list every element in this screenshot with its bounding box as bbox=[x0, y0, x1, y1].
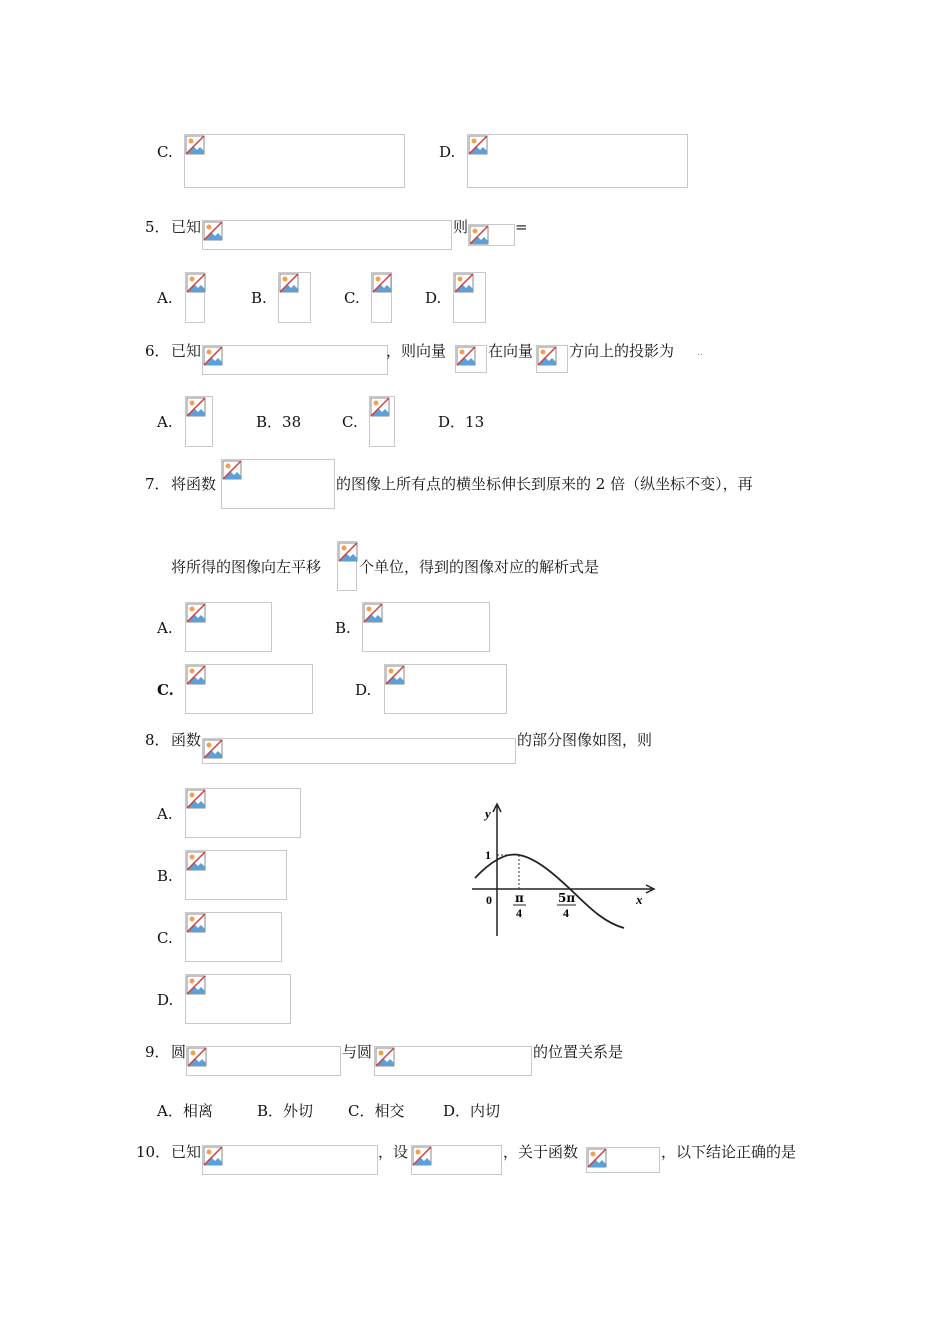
broken-image-icon bbox=[469, 225, 489, 245]
broken-image-icon bbox=[186, 273, 206, 293]
formula-image bbox=[185, 396, 213, 447]
broken-image-icon bbox=[412, 1146, 432, 1166]
option-c-label: C. bbox=[157, 929, 173, 947]
question-text: 在向量 bbox=[488, 342, 534, 360]
y-tick-one: 1 bbox=[485, 848, 491, 862]
question-text: 已知 bbox=[171, 342, 202, 360]
option-c-label: C. bbox=[344, 289, 360, 307]
question-text: ，则向量 bbox=[386, 342, 447, 360]
x-axis-label: x bbox=[636, 892, 643, 907]
question-text: 圆 bbox=[171, 1043, 187, 1061]
formula-image bbox=[468, 224, 515, 246]
y-axis-label: y bbox=[485, 806, 491, 821]
formula-image bbox=[185, 788, 301, 838]
formula-image bbox=[184, 134, 405, 188]
formula-image bbox=[221, 459, 335, 509]
broken-image-icon bbox=[587, 1148, 607, 1168]
question-text: 方向上的投影为 bbox=[569, 342, 675, 360]
tick-5pi-over-4-numerator: 5π bbox=[558, 891, 576, 905]
option-c-label: C. bbox=[342, 413, 358, 431]
formula-image bbox=[185, 272, 205, 323]
question-text: 与圆 bbox=[342, 1043, 373, 1061]
option-b: B．38 bbox=[256, 413, 302, 431]
formula-image bbox=[374, 1046, 532, 1076]
answer-blank: .. bbox=[697, 348, 703, 358]
question-text: 将所得的图像向左平移 bbox=[171, 558, 322, 576]
formula-image bbox=[186, 1046, 341, 1076]
broken-image-icon bbox=[186, 851, 206, 871]
formula-image bbox=[536, 345, 568, 373]
option-d: D．13 bbox=[438, 413, 485, 431]
question-number: 7． bbox=[145, 475, 170, 493]
question-text: 的位置关系是 bbox=[533, 1043, 624, 1061]
option-b: B．外切 bbox=[257, 1102, 314, 1120]
question-number: 8． bbox=[145, 731, 170, 749]
broken-image-icon bbox=[338, 542, 358, 562]
formula-image bbox=[453, 272, 486, 323]
option-c-label: C. bbox=[157, 143, 173, 161]
question-text: 的图像上所有点的横坐标伸长到原来的 2 倍（纵坐标不变），再 bbox=[336, 475, 753, 493]
tick-5pi-over-4-denominator: 4 bbox=[563, 906, 569, 920]
option-d-label: D. bbox=[355, 681, 372, 699]
broken-image-icon bbox=[456, 346, 476, 366]
broken-image-icon bbox=[203, 221, 223, 241]
broken-image-icon bbox=[363, 603, 383, 623]
option-b-label: B. bbox=[335, 619, 351, 637]
broken-image-icon bbox=[187, 1047, 207, 1067]
formula-image bbox=[185, 664, 313, 714]
broken-image-icon bbox=[468, 135, 488, 155]
question-text: 已知 bbox=[171, 1143, 202, 1161]
broken-image-icon bbox=[186, 789, 206, 809]
broken-image-icon bbox=[186, 913, 206, 933]
option-d-label: D. bbox=[157, 991, 174, 1009]
broken-image-icon bbox=[222, 460, 242, 480]
broken-image-icon bbox=[186, 603, 206, 623]
formula-image bbox=[455, 345, 487, 373]
formula-image bbox=[369, 396, 395, 447]
broken-image-icon bbox=[203, 739, 223, 759]
option-d-label: D. bbox=[425, 289, 442, 307]
option-a: A．相离 bbox=[157, 1102, 213, 1120]
option-c: C．相交 bbox=[348, 1102, 405, 1120]
tick-pi-over-4-numerator: π bbox=[515, 891, 524, 905]
broken-image-icon bbox=[375, 1047, 395, 1067]
question-text: 则 bbox=[453, 218, 469, 236]
broken-image-icon bbox=[186, 665, 206, 685]
formula-image bbox=[202, 1145, 378, 1175]
formula-image bbox=[362, 602, 490, 652]
function-graph bbox=[470, 800, 660, 940]
option-d: D．内切 bbox=[443, 1102, 501, 1120]
broken-image-icon bbox=[203, 346, 223, 366]
formula-image bbox=[202, 738, 516, 764]
option-a-label: A. bbox=[157, 805, 173, 823]
broken-image-icon bbox=[203, 1146, 223, 1166]
question-text: ，关于函数 bbox=[503, 1143, 579, 1161]
formula-image bbox=[371, 272, 392, 323]
option-a-label: A. bbox=[157, 289, 173, 307]
broken-image-icon bbox=[185, 135, 205, 155]
option-c-label: C. bbox=[157, 681, 174, 699]
broken-image-icon bbox=[454, 273, 474, 293]
question-text: 将函数 bbox=[171, 475, 217, 493]
broken-image-icon bbox=[186, 397, 206, 417]
question-number: 10． bbox=[136, 1143, 171, 1161]
option-d-label: D. bbox=[439, 143, 456, 161]
question-text: 的部分图像如图，则 bbox=[517, 731, 653, 749]
formula-image bbox=[278, 272, 311, 323]
broken-image-icon bbox=[537, 346, 557, 366]
origin-label: 0 bbox=[486, 893, 492, 907]
formula-image bbox=[384, 664, 507, 714]
question-number: 9． bbox=[145, 1043, 170, 1061]
question-text: = bbox=[515, 218, 528, 236]
formula-image bbox=[411, 1145, 502, 1175]
question-text: 已知 bbox=[171, 218, 202, 236]
option-a-label: A. bbox=[157, 413, 173, 431]
formula-image bbox=[586, 1147, 660, 1173]
formula-image bbox=[202, 345, 388, 375]
broken-image-icon bbox=[385, 665, 405, 685]
question-number: 6． bbox=[145, 342, 170, 360]
question-text: 个单位，得到的图像对应的解析式是 bbox=[359, 558, 600, 576]
broken-image-icon bbox=[370, 397, 390, 417]
question-number: 5． bbox=[145, 218, 170, 236]
option-a-label: A. bbox=[157, 619, 173, 637]
broken-image-icon bbox=[279, 273, 299, 293]
option-b-label: B. bbox=[157, 867, 173, 885]
tick-pi-over-4-denominator: 4 bbox=[516, 906, 522, 920]
formula-image bbox=[185, 912, 282, 962]
formula-image bbox=[185, 602, 272, 652]
formula-image bbox=[185, 850, 287, 900]
broken-image-icon bbox=[186, 975, 206, 995]
formula-image bbox=[202, 220, 452, 250]
broken-image-icon bbox=[372, 273, 392, 293]
formula-image bbox=[185, 974, 291, 1024]
option-b-label: B. bbox=[251, 289, 267, 307]
question-text: ，设 bbox=[378, 1143, 409, 1161]
formula-image bbox=[467, 134, 688, 188]
question-text: ，以下结论正确的是 bbox=[661, 1143, 797, 1161]
formula-image bbox=[337, 541, 357, 591]
question-text: 函数 bbox=[171, 731, 202, 749]
